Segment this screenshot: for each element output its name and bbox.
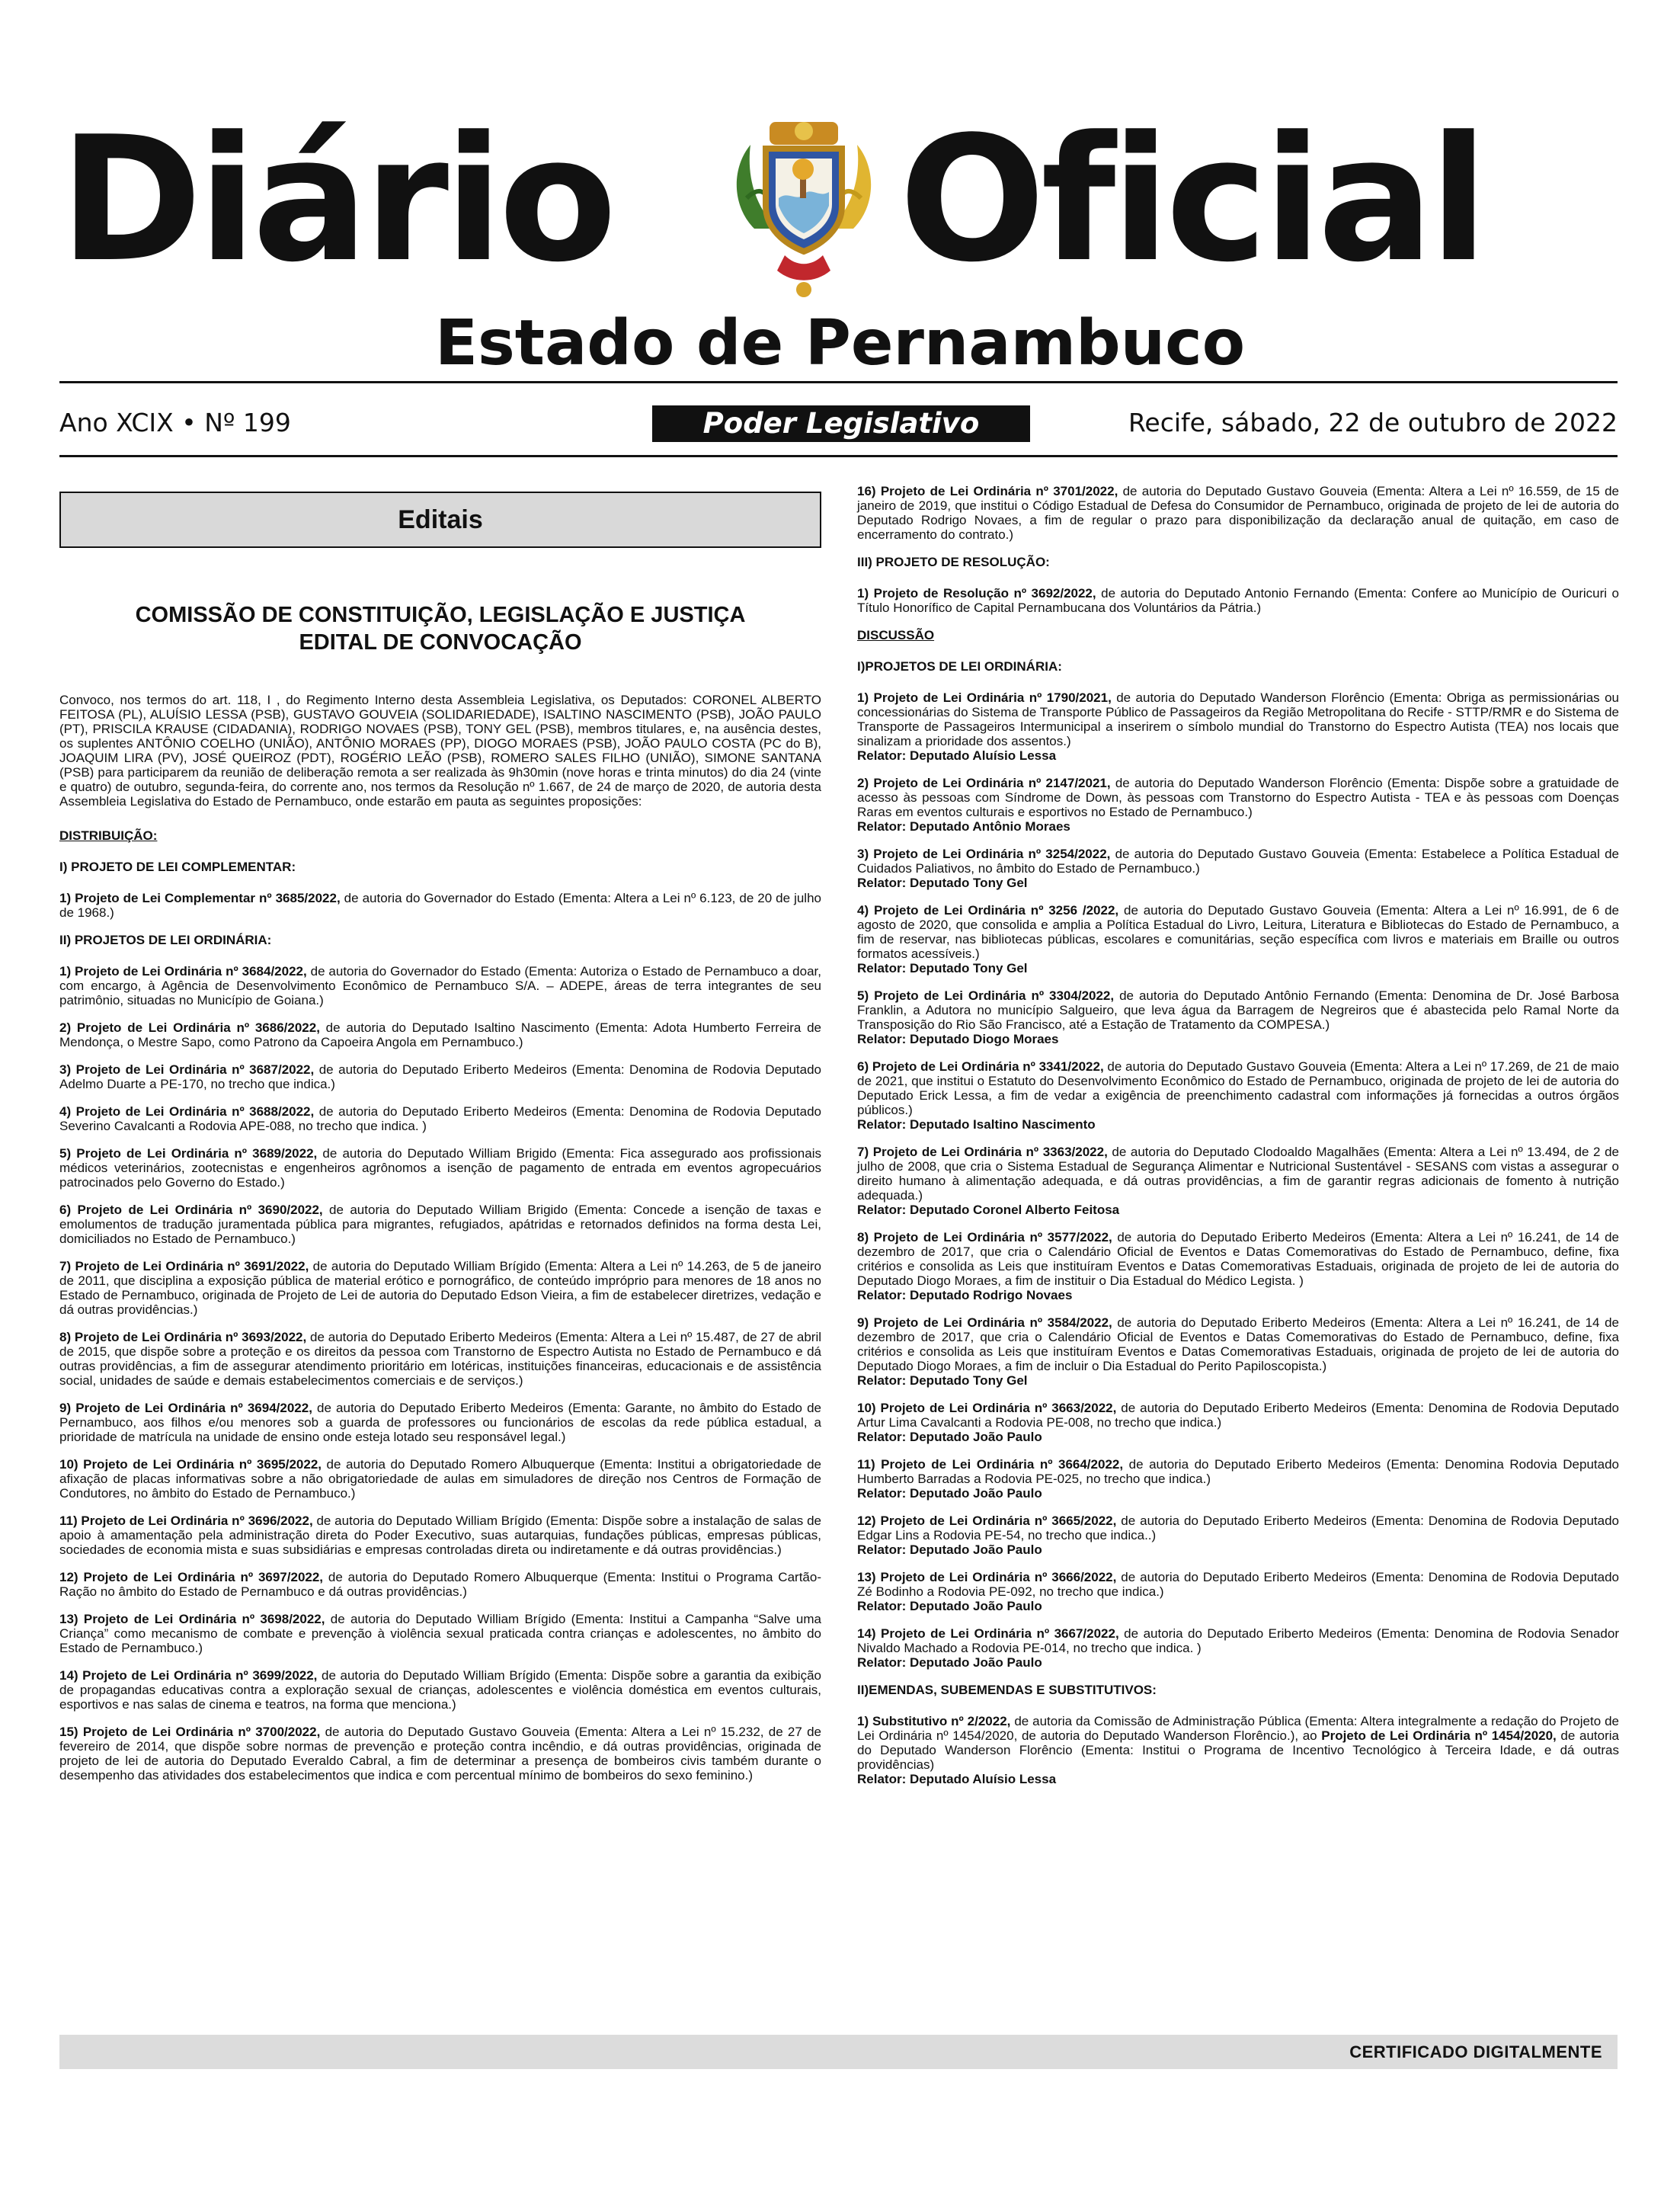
- right-column: [857, 484, 1619, 1799]
- item-text: de autoria do Deputado Antonio Fernando (Ementa: Confere ao Município de Ouricuri o Título Honorífico de Capital Pernambucana dos Voluntários da Pátria.): [857, 586, 1619, 615]
- edition-info: Ano XCIX • Nº 199: [59, 408, 291, 437]
- discussion-item: [857, 1401, 1619, 1444]
- discussion-subheading: I)PROJETOS DE LEI ORDINÁRIA:: [857, 659, 1062, 674]
- item-text: de autoria do Deputado Wanderson Florêncio (Ementa: Obriga as permissionárias ou concessionárias do Sistema de Transporte Público de Passageiros da Região Metropolitana do Recife - STTP/RMR e do Sistema de Transporte de Passageiros Intermunicipal a inserirem o símbolo mundial do Transtorno do Espectro Autista (TEA) nos locais que sinalizam a prioridade dos assentos.): [857, 690, 1619, 748]
- item-title: 15) Projeto de Lei Ordinária nº 3700/2022,: [59, 1725, 321, 1739]
- item-text: de autoria do Deputado Eriberto Medeiros (Ementa: Denomina de Rodovia Deputado Zé Bodinho a Rodovia PE-092, no trecho que indica.): [857, 1570, 1619, 1599]
- discussion-item: [857, 1626, 1619, 1670]
- item-text: de autoria do Deputado Antônio Fernando (Ementa: Denomina de Dr. José Barbosa Franklin, a Adutora no município Salgueiro, que leva água da Barragem de Negreiros que é abastecida pelo Ramal Norte da Transposição do Rio São Francisco, até a Estação de Tratamento da COMPESA.): [857, 988, 1619, 1032]
- substitutivo-item: [857, 1714, 1619, 1786]
- discussion-item: [857, 1514, 1619, 1557]
- bill-item: [59, 1725, 821, 1783]
- item-text: de autoria do Governador do Estado (Ementa: Autoriza o Estado de Pernambuco a doar, com encargo, à Agência de Desenvolvimento Econômico de Pernambuco S/A. – ADEPE, áreas de terra integrantes de seu patrimônio, situadas no Município de Goiana.): [59, 964, 821, 1007]
- item-title: 9) Projeto de Lei Ordinária nº 3694/2022,: [59, 1401, 312, 1415]
- bill-item: [59, 1514, 821, 1557]
- discussion-item: [857, 903, 1619, 975]
- item-title: 3) Projeto de Lei Ordinária nº 3687/2022,: [59, 1062, 315, 1077]
- item-title: 4) Projeto de Lei Ordinária nº 3256 /2022,: [857, 903, 1119, 918]
- item-text: de autoria do Deputado Eriberto Medeiros (Ementa: Denomina Rodovia Deputado Humberto Barradas a Rodovia PE-025, no trecho que indica.): [857, 1457, 1619, 1486]
- footer-bar: [59, 2035, 1618, 2069]
- item-title: 1) Projeto de Resolução nº 3692/2022,: [857, 586, 1096, 601]
- relator: Relator: Deputado Antônio Moraes: [857, 819, 1070, 834]
- discussion-item: [857, 776, 1619, 834]
- bill-item: [59, 1062, 821, 1091]
- masthead-subtitle: Estado de Pernambuco: [434, 307, 1246, 380]
- item-title: 5) Projeto de Lei Ordinária nº 3304/2022,: [857, 988, 1115, 1003]
- masthead: [0, 0, 1680, 472]
- section-heading-plc: I) PROJETO DE LEI COMPLEMENTAR:: [59, 860, 296, 874]
- relator: Relator: Deputado Tony Gel: [857, 1373, 1028, 1388]
- item-text: de autoria do Deputado Clodoaldo Magalhães (Ementa: Altera a Lei nº 13.494, de 2 de julho de 2008, que cria o Sistema Estadual de Segurança Alimentar e Nutricional Sustentável - SESANS com vistas a assegurar o direito humano à alimentação adequada, e dá outras providências, a fim de garantir regras adicionais de fomento à nutrição adequada.): [857, 1145, 1619, 1203]
- item-title: 6) Projeto de Lei Ordinária nº 3341/2022,: [857, 1059, 1104, 1074]
- item-text: de autoria do Deputado Eriberto Medeiros (Ementa: Denomina de Rodovia Senador Nivaldo Machado a Rodovia PE-014, no trecho que indica. ): [857, 1626, 1619, 1655]
- left-column: [59, 484, 821, 1795]
- item-title: 12) Projeto de Lei Ordinária nº 3665/2022,: [857, 1514, 1117, 1528]
- item-text: de autoria do Deputado Eriberto Medeiros (Ementa: Denomina de Rodovia Deputado Artur Lima Cavalcanti a Rodovia PE-008, no trecho que indica.): [857, 1401, 1619, 1430]
- bill-item: [59, 1330, 821, 1388]
- item-text: de autoria do Deputado Romero Albuquerque (Ementa: Institui a obrigatoriedade de afixação de placas informativas sobre a não obrigatoriedade de aulas em simuladores de direção nos Centros de Formação de Condutores, no âmbito do Estado de Pernambuco.): [59, 1457, 821, 1501]
- relator: Relator: Deputado João Paulo: [857, 1486, 1042, 1501]
- bill-item: [59, 1401, 821, 1444]
- bill-item: [59, 964, 821, 1007]
- item-title: 3) Projeto de Lei Ordinária nº 3254/2022,: [857, 847, 1111, 861]
- relator: Relator: Deputado Coronel Alberto Feitosa: [857, 1203, 1120, 1217]
- editais-box: Editais: [59, 492, 821, 548]
- item-title: 16) Projeto de Lei Ordinária nº 3701/2022,: [857, 484, 1118, 498]
- item-text: de autoria do Deputado Gustavo Gouveia (Ementa: Altera a Lei nº 17.269, de 21 de maio de 2021, que institui o Estatuto do Desenvolvimento Econômico do Estado de Pernambuco, originada de projeto de lei de autoria do Deputado Erick Lessa, a fim de vedar a exigência de preenchimento cadastral com informações já fornecidas a outros órgãos públicos.): [857, 1059, 1619, 1117]
- item-title: 12) Projeto de Lei Ordinária nº 3697/2022,: [59, 1570, 324, 1584]
- resolution-item: [857, 586, 1619, 615]
- item-title: 7) Projeto de Lei Ordinária nº 3691/2022,: [59, 1259, 309, 1273]
- plc-item: [59, 891, 821, 920]
- bill-item: [59, 1020, 821, 1049]
- item-title: 1) Substitutivo nº 2/2022,: [857, 1714, 1011, 1728]
- item-text: de autoria do Deputado Eriberto Medeiros (Ementa: Denomina de Rodovia Deputado Severino Cavalcanti a Rodovia APE-088, no trecho que indica. ): [59, 1104, 821, 1133]
- discussion-item: [857, 988, 1619, 1046]
- relator: Relator: Deputado Tony Gel: [857, 961, 1028, 975]
- discussion-item: [857, 1570, 1619, 1613]
- bill-item: [59, 1457, 821, 1501]
- item-title: 8) Projeto de Lei Ordinária nº 3577/2022,: [857, 1230, 1112, 1244]
- item-title: 5) Projeto de Lei Ordinária nº 3689/2022,: [59, 1146, 318, 1161]
- date-line: Recife, sábado, 22 de outubro de 2022: [1128, 408, 1618, 437]
- item-text-secondary: de autoria do Deputado Wanderson Florêncio (Ementa: Institui o Programa de Incentivo Tecnológico à Terceira Idade, e dá outras providências): [857, 1728, 1619, 1772]
- item-text: de autoria do Deputado Eriberto Medeiros (Ementa: Altera a Lei nº 16.241, de 14 de dezembro de 2017, que cria o Calendário Oficial de Eventos e Datas Comemorativas do Estado de Pernambuco, define, fixa critérios e consolida as Leis que instituíram Eventos e Datas Comemorativas Estaduais, originada de projeto de lei de autoria do Deputado Diogo Moraes, a fim de incluir o Dia Estadual do Perito Papiloscopista.): [857, 1315, 1619, 1373]
- item-title: 11) Projeto de Lei Ordinária nº 3696/2022,: [59, 1514, 313, 1528]
- masthead-rule-top: [59, 381, 1618, 383]
- item-title: 4) Projeto de Lei Ordinária nº 3688/2022,: [59, 1104, 315, 1119]
- bill-item: [59, 1259, 821, 1317]
- section-heading-resolution: III) PROJETO DE RESOLUÇÃO:: [857, 555, 1050, 569]
- item-text: de autoria do Deputado William Brigido (Ementa: Concede a isenção de taxas e emolumentos de tradução juramentada pública para migrantes, refugiados, apátridas e retornados definidos na forma desta Lei, domiciliados no Estado de Pernambuco.): [59, 1203, 821, 1246]
- item-text: de autoria do Deputado Eriberto Medeiros (Ementa: Denomina de Rodovia Deputado Adelmo Duarte a PE-170, no trecho que indica.): [59, 1062, 821, 1091]
- discussion-item: [857, 1059, 1619, 1132]
- relator: Relator: Deputado João Paulo: [857, 1599, 1042, 1613]
- relator: Relator: Deputado Tony Gel: [857, 876, 1028, 890]
- item-title: 1) Projeto de Lei Ordinária nº 3684/2022,: [59, 964, 307, 979]
- item-text: de autoria do Deputado William Brígido (Ementa: Dispõe sobre a garantia da exibição de propagandas educativas contra a exploração sexual de crianças, adolescentes e violência doméstica em eventos culturais, esportivos e nas salas de cinema e teatros, na forma que menciona.): [59, 1668, 821, 1712]
- section-heading-emendas: II)EMENDAS, SUBEMENDAS E SUBSTITUTIVOS:: [857, 1683, 1157, 1697]
- item-text: de autoria do Deputado William Brígido (Ementa: Altera a Lei nº 14.263, de 5 de janeiro de 2011, que disciplina a exposição pública de material erótico e pornográfico, de conteúdo impróprio para menores de 18 anos no Estado de Pernambuco, originada de Projeto de Lei de autoria do Deputado Edson Vieira, a fim de estabelecer diretrizes, vedação e dá outras providências.): [59, 1259, 821, 1317]
- item-title: 13) Projeto de Lei Ordinária nº 3666/2022,: [857, 1570, 1117, 1584]
- item-title: 11) Projeto de Lei Ordinária nº 3664/2022,: [857, 1457, 1124, 1472]
- relator: Relator: Deputado Aluísio Lessa: [857, 1772, 1057, 1786]
- item-title: 9) Projeto de Lei Ordinária nº 3584/2022,: [857, 1315, 1112, 1330]
- item-text: de autoria do Deputado Gustavo Gouveia (Ementa: Altera a Lei nº 16.991, de 6 de agosto de 2020, que consolida e amplia a Política Estadual do Livro, Leitura, Literatura e Bibliotecas do Estado de Pernambuco, a fim de reservar, nas bibliotecas públicas, escolares e comunitárias, seção específica com livros e materiais em Braille ou outros formatos acessíveis.): [857, 903, 1619, 961]
- item-text: de autoria do Deputado Gustavo Gouveia (Ementa: Estabelece a Política Estadual de Cuidados Paliativos, no âmbito do Estado de Pernambuco.): [857, 847, 1619, 876]
- item-text: de autoria do Deputado Eriberto Medeiros (Ementa: Altera a Lei nº 15.487, de 27 de abril de 2015, que dispõe sobre a proteção e os direitos da pessoa com Transtorno de Espectro Autista no Estado de Pernambuco e dá outras providências, a fim de assegurar atendimento prioritário em lotéricas, instituições financeiras, educacionais e de assistência social, unidades de saúde e demais estabelecimentos comerciais e de serviços.): [59, 1330, 821, 1388]
- bill-item: [59, 1612, 821, 1655]
- item-title: 1) Projeto de Lei Ordinária nº 1790/2021,: [857, 690, 1112, 705]
- discussion-item: [857, 1230, 1619, 1302]
- bill-item: [59, 1146, 821, 1190]
- item-title: 6) Projeto de Lei Ordinária nº 3690/2022,: [59, 1203, 323, 1217]
- bill-item: [59, 1570, 821, 1599]
- item-text: de autoria do Deputado Wanderson Florêncio (Ementa: Dispõe sobre a gratuidade de acesso às pessoas com Síndrome de Down, às pessoas com Transtorno do Espectro Autista - TEA e às pessoas com Doenças Raras em eventos culturais e esportivos no Estado de Pernambuco.): [857, 776, 1619, 819]
- item-title: 8) Projeto de Lei Ordinária nº 3693/2022,: [59, 1330, 307, 1344]
- relator: Relator: Deputado Aluísio Lessa: [857, 748, 1057, 763]
- item-text: de autoria do Governador do Estado (Ementa: Altera a Lei nº 6.123, de 20 de julho de 1968.): [59, 891, 821, 920]
- convocation-text: Convoco, nos termos do art. 118, I , do Regimento Interno desta Assembleia Legislativa, os Deputados: CORONEL ALBERTO FEITOSA (PL), ALUÍSIO LESSA (PSB), GUSTAVO GOUVEIA (SOLIDARIEDADE), ISALTINO NASCIMENTO (PSB), JOÃO PAULO (PT), PRISCILA KRAUSE (CIDADANIA), RODRIGO NOVAES (PSB), TONY GEL (PSB), membros titulares, e, na ausência destes, os suplentes ANTÔNIO COELHO (UNIÃO), ANTÔNIO MORAES (PP), DIOGO MORAES (PSB), JOÃO PAULO COSTA (PC do B), JOAQUIM LIRA (PV), JOSÉ QUEIROZ (PDT), ROGÉRIO LEÃO (PSB), ROMERO SALES FILHO (UNIÃO), SIMONE SANTANA (PSB) para participarem da reunião de deliberação remota a ser realizada às 9h30min (nove horas e trinta minutos) do dia 24 (vinte e quatro) de outubro, segunda-feira, do corrente ano, nos termos da Resolução nº 1.667, de 24 de março de 2020, de autoria desta Assembleia Legislativa do Estado de Pernambuco, onde estarão em pauta as seguintes proposições:: [59, 693, 821, 809]
- relator: Relator: Deputado João Paulo: [857, 1430, 1042, 1444]
- relator: Relator: Deputado Diogo Moraes: [857, 1032, 1059, 1046]
- pernambuco-coat-of-arms-icon: [724, 114, 884, 301]
- relator: Relator: Deputado Rodrigo Novaes: [857, 1288, 1073, 1302]
- masthead-title-left: Diário: [59, 100, 613, 300]
- item-title: 2) Projeto de Lei Ordinária nº 3686/2022,: [59, 1020, 320, 1035]
- item-title-secondary: Projeto de Lei Ordinária nº 1454/2020,: [1321, 1728, 1557, 1743]
- section-heading-plo: II) PROJETOS DE LEI ORDINÁRIA:: [59, 933, 272, 947]
- discussion-item: [857, 1315, 1619, 1388]
- discussion-heading: DISCUSSÃO: [857, 628, 935, 642]
- bill-item: [857, 484, 1619, 542]
- item-text: de autoria do Deputado Romero Albuquerque (Ementa: Institui o Programa Cartão-Ração no âmbito do Estado de Pernambuco e dá outras providências.): [59, 1570, 821, 1599]
- left-items-list: [59, 964, 821, 1783]
- masthead-rule-bottom: [59, 455, 1618, 457]
- bill-item: [59, 1104, 821, 1133]
- item-text: de autoria do Deputado Eriberto Medeiros (Ementa: Garante, no âmbito do Estado de Pernambuco, aos filhos e/ou menores sob a guarda de professores ou funcionários de escolas da rede pública estadual, a prioridade de matrícula na unidade de ensino onde esteja lotado seu responsável legal.): [59, 1401, 821, 1444]
- item-text: de autoria do Deputado William Brigido (Ementa: Fica assegurado aos profissionais médicos veterinários, zootecnistas e engenheiros agrônomos a isenção de pagamento de entrada em eventos agropecuários patrocinados pelo Governo do Estado.): [59, 1146, 821, 1190]
- relator: Relator: Deputado Isaltino Nascimento: [857, 1117, 1096, 1132]
- item-title: 1) Projeto de Lei Complementar nº 3685/2022,: [59, 891, 341, 905]
- item-text: de autoria da Comissão de Administração Pública (Ementa: Altera integralmente a redação do Projeto de Lei Ordinária nº 1454/2020, de autoria do Deputado Wanderson Florêncio.), ao: [857, 1714, 1620, 1743]
- item-text: de autoria do Deputado William Brígido (Ementa: Dispõe sobre a instalação de salas de apoio à amamentação pela administração direta do Poder Executivo, suas autarquias, fundações públicas, empresas públicas, sociedades de economia mista e suas subsidiárias e empresas controladas direta ou indiretamente e dá outras providências.): [59, 1514, 821, 1557]
- item-title: 13) Projeto de Lei Ordinária nº 3698/2022,: [59, 1612, 325, 1626]
- bill-item: [59, 1668, 821, 1712]
- item-title: 10) Projeto de Lei Ordinária nº 3663/2022,: [857, 1401, 1117, 1415]
- item-text: de autoria do Deputado Gustavo Gouveia (Ementa: Altera a Lei nº 16.559, de 15 de janeiro de 2019, que institui o Código Estadual de Defesa do Consumidor de Pernambuco, originada de projeto de lei de autoria do Deputado Rodrigo Novaes, a fim de regular o prazo para disponibilização da declaração anual de quitação, em caso de encerramento do contrato.): [857, 484, 1619, 542]
- item-title: 2) Projeto de Lei Ordinária nº 2147/2021,: [857, 776, 1111, 790]
- relator: Relator: Deputado João Paulo: [857, 1542, 1042, 1557]
- commission-heading: [59, 601, 821, 656]
- section-banner: Poder Legislativo: [652, 405, 1030, 442]
- item-title: 14) Projeto de Lei Ordinária nº 3699/2022,: [59, 1668, 318, 1683]
- digital-certificate-label: CERTIFICADO DIGITALMENTE: [1349, 2042, 1602, 2061]
- commission-title: COMISSÃO DE CONSTITUIÇÃO, LEGISLAÇÃO E JUSTIÇA: [135, 603, 746, 627]
- item-text: de autoria do Deputado Gustavo Gouveia (Ementa: Altera a Lei nº 15.232, de 27 de fevereiro de 2014, que dispõe sobre normas de prevenção e proteção contra incêndio, e dá outras providências, originada de projeto de lei de autoria do Deputado Everaldo Cabral, a fim de determinar a presença de bombeiros civis também durante o desempenho das atividades dos estabelecimentos que indica e com percentual mínimo de bombeiros do sexo feminino.): [59, 1725, 821, 1783]
- distribution-heading: DISTRIBUIÇÃO:: [59, 828, 158, 843]
- item-text: de autoria do Deputado William Brígido (Ementa: Institui a Campanha “Salve uma Criança” como mecanismo de combate e prevenção à violência sexual praticada contra crianças e adolescentes, no âmbito do Estado de Pernambuco.): [59, 1612, 821, 1655]
- item-text: de autoria do Deputado Eriberto Medeiros (Ementa: Denomina de Rodovia Deputado Edgar Lins a Rodovia PE-54, no trecho que indica..): [857, 1514, 1619, 1542]
- discussion-item: [857, 1145, 1619, 1217]
- item-text: de autoria do Deputado Isaltino Nascimento (Ementa: Adota Humberto Ferreira de Mendonça, o Mestre Sapo, como Patrono da Capoeira Angola em Pernambuco.): [59, 1020, 821, 1049]
- item-text: de autoria do Deputado Eriberto Medeiros (Ementa: Altera a Lei nº 16.241, de 14 de dezembro de 2017, que cria o Calendário Oficial de Eventos e Datas Comemorativas do Estado de Pernambuco, define, fixa critérios e consolida as Leis que instituíram Eventos e Datas Comemorativas Estaduais, originada de projeto de lei de autoria do Deputado Diogo Moraes, a fim de instituir o Dia Estadual do Médico Legista. ): [857, 1230, 1619, 1288]
- discussion-item: [857, 847, 1619, 890]
- item-title: 10) Projeto de Lei Ordinária nº 3695/2022,: [59, 1457, 322, 1472]
- item-title: 14) Projeto de Lei Ordinária nº 3667/2022,: [857, 1626, 1119, 1641]
- bill-item: [59, 1203, 821, 1246]
- discussion-item: [857, 1457, 1619, 1501]
- masthead-title-right: Oficial: [899, 100, 1484, 300]
- relator: Relator: Deputado João Paulo: [857, 1655, 1042, 1670]
- item-title: 7) Projeto de Lei Ordinária nº 3363/2022,: [857, 1145, 1108, 1159]
- discussion-items-list: [857, 690, 1619, 1670]
- discussion-item: [857, 690, 1619, 763]
- edital-title: EDITAL DE CONVOCAÇÃO: [299, 630, 582, 655]
